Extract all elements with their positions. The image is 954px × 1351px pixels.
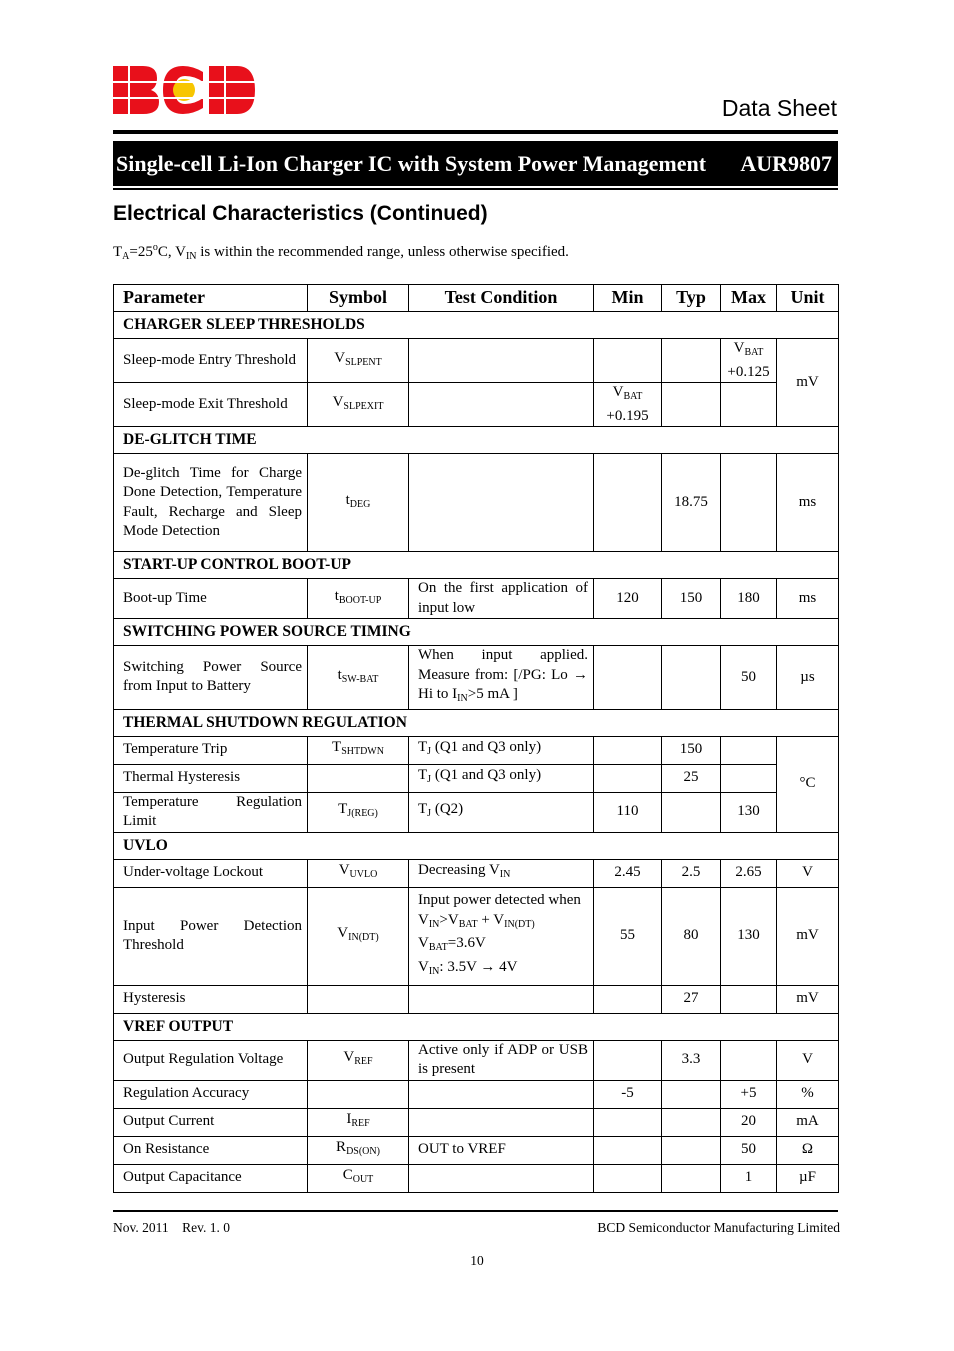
- col-header-typ: Typ: [662, 285, 721, 312]
- col-header-min: Min: [594, 285, 662, 312]
- section-row: CHARGER SLEEP THRESHOLDS: [114, 312, 839, 339]
- table-row: Input Power Detection Threshold $V_{IN(DT)}$ Input power detected when $V_{IN}>V_{BAT} + V_{IN(DT)}$ $V_{BAT}=3.6V$ $V_{IN}$: 3.5V → 4V 55 80 130 mV: [114, 887, 839, 985]
- table-row: Sleep-mode Exit Threshold $V_{SLPEXIT}$ $V_{BAT}$ +0.195: [114, 383, 839, 427]
- title-bar: [113, 141, 838, 186]
- section-row: DE-GLITCH TIME: [114, 427, 839, 454]
- table-row: Under-voltage Lockout $V_{UVLO}$ Decreasing $V_{IN}$ 2.45 2.5 2.65 V: [114, 859, 839, 887]
- test-conditions-note: $T_A=25^oC$, $V_{IN}$ is within the recommended range, unless otherwise specified.: [113, 242, 569, 262]
- table-row: Output Regulation Voltage $V_{REF}$ Active only if ADP or USB is present 3.3 V: [114, 1040, 839, 1080]
- table-row: Hysteresis 27 mV: [114, 985, 839, 1013]
- table-row: Temperature Regulation Limit $T_{J(REG)}$ $T_J$ (Q2) 110 130: [114, 792, 839, 832]
- table-header-row: [114, 285, 839, 312]
- part-number: AUR9807: [740, 151, 832, 176]
- table-row: Thermal Hysteresis $T_J$ (Q1 and Q3 only) 25: [114, 764, 839, 792]
- section-row: UVLO: [114, 832, 839, 859]
- table-row: Boot-up Time $t_{BOOT-UP}$ On the first application of input low 120 150 180 ms: [114, 579, 839, 619]
- table-row: On Resistance $R_{DS(ON)}$ OUT to VREF 50 Ω: [114, 1136, 839, 1164]
- doc-type-label: Data Sheet: [721, 95, 837, 121]
- footer-date-rev: Nov. 2011 Rev. 1. 0: [113, 1220, 230, 1235]
- table-row: De-glitch Time for Charge Done Detection, Temperature Fault, Recharge and Sleep Mode Detection $t_{DEG}$ 18.75 ms: [114, 454, 839, 552]
- footer-company: BCD Semiconductor Manufacturing Limited: [597, 1220, 840, 1235]
- section-row: SWITCHING POWER SOURCE TIMING: [114, 619, 839, 646]
- table-row: Switching Power Source from Input to Battery $t_{SW-BAT}$ When input applied. Measure from: [/PG: Lo → Hi to $I_{IN}>5$ mA ] 50 µs: [114, 646, 839, 710]
- table-row: Regulation Accuracy -5 +5 %: [114, 1080, 839, 1108]
- page-number: 10: [470, 1253, 484, 1268]
- table-row: Temperature Trip $T_{SHTDWN}$ $T_J$ (Q1 and Q3 only) 150 °C: [114, 736, 839, 764]
- col-header-parameter: Parameter: [114, 285, 308, 312]
- section-row: START-UP CONTROL BOOT-UP: [114, 552, 839, 579]
- section-row: VREF OUTPUT: [114, 1013, 839, 1040]
- col-header-test-condition: Test Condition: [409, 285, 594, 312]
- title-underline: [113, 188, 838, 190]
- col-header-unit: Unit: [777, 285, 839, 312]
- electrical-characteristics-table: [113, 284, 839, 1193]
- header-rule: [113, 130, 838, 134]
- table-row: Output Current $I_{REF}$ 20 mA: [114, 1108, 839, 1136]
- footer-rule: [113, 1210, 838, 1212]
- section-title: Electrical Characteristics (Continued): [113, 202, 488, 225]
- section-row: THERMAL SHUTDOWN REGULATION: [114, 709, 839, 736]
- col-header-max: Max: [721, 285, 777, 312]
- col-header-symbol: Symbol: [308, 285, 409, 312]
- table-row: Output Capacitance $C_{OUT}$ 1 µF: [114, 1164, 839, 1192]
- bcd-logo: [113, 66, 255, 114]
- doc-title: Single-cell Li-Ion Charger IC with System Power Management: [116, 151, 707, 176]
- table-row: Sleep-mode Entry Threshold $V_{SLPENT}$ $V_{BAT}$ +0.125 mV: [114, 339, 839, 383]
